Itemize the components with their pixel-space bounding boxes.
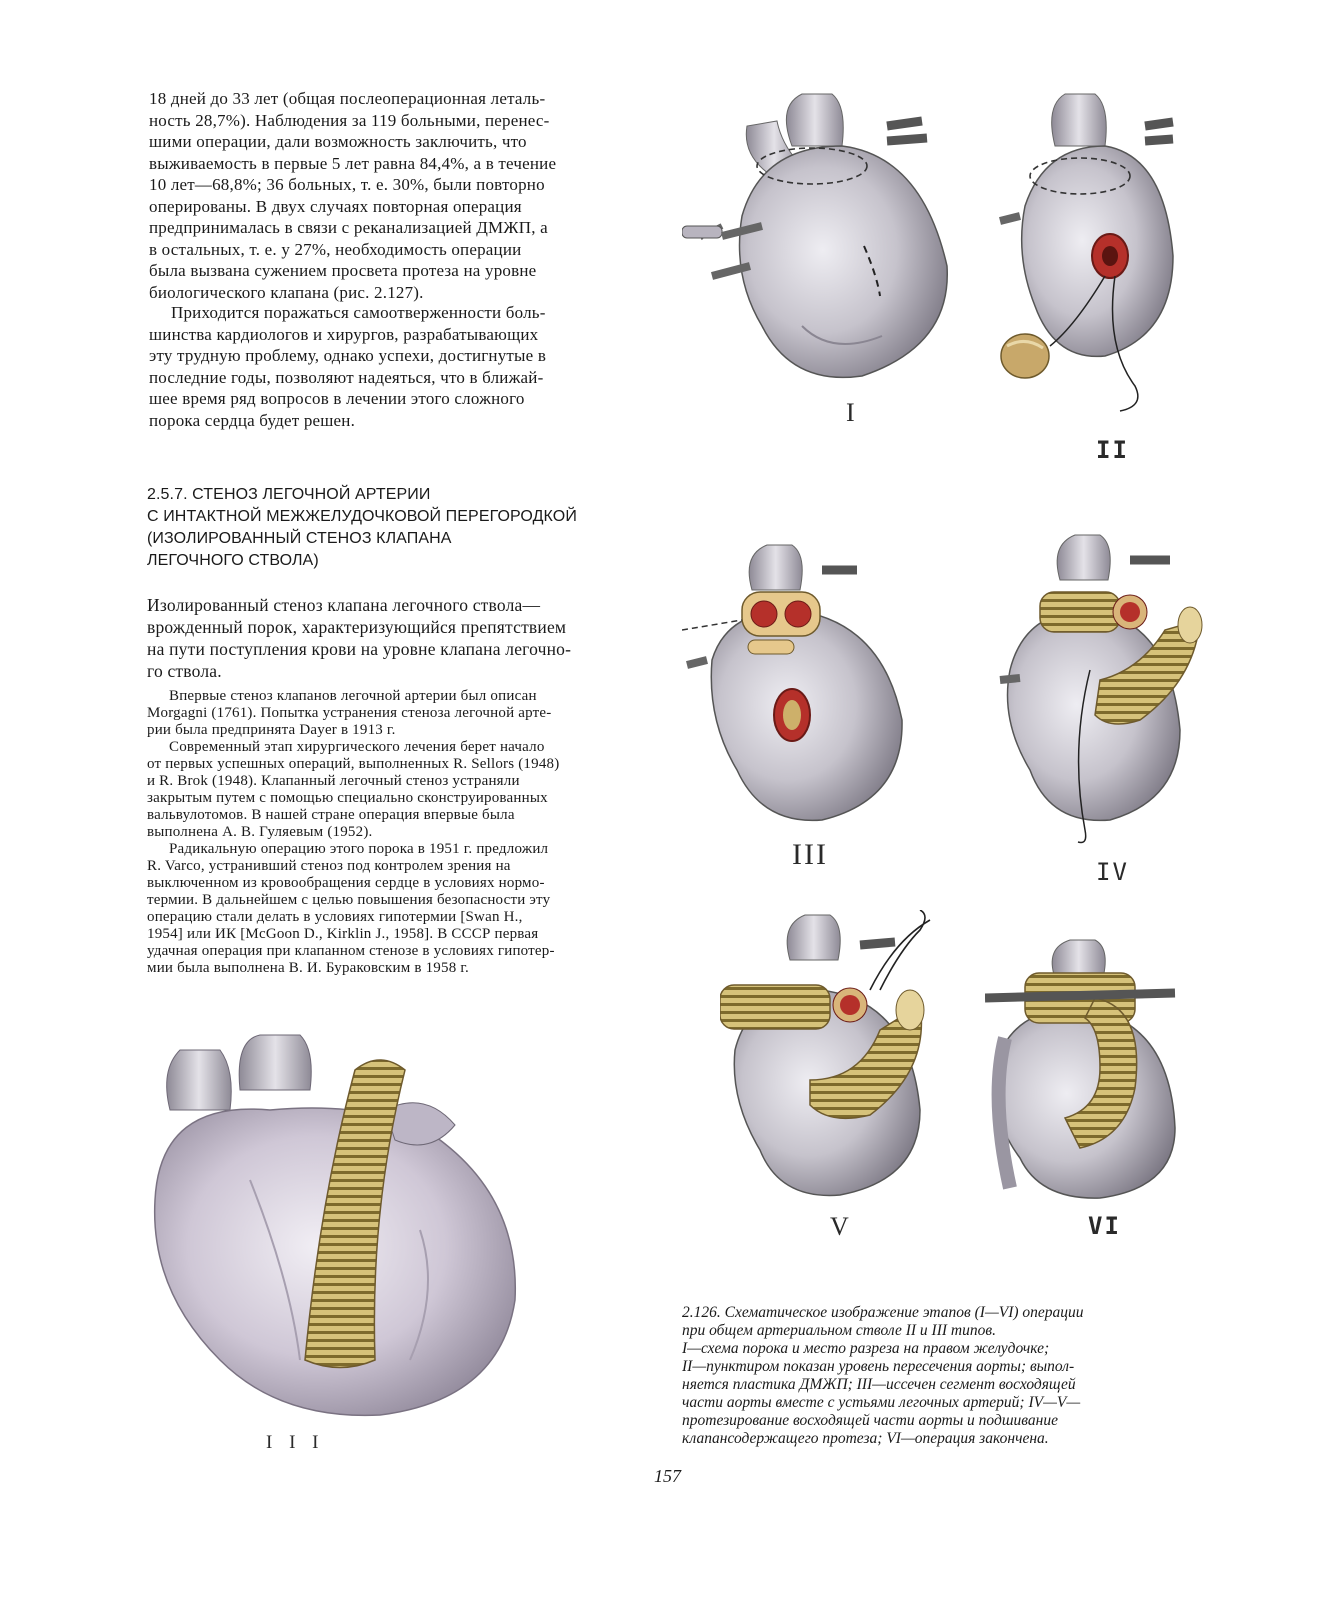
heading-line: С ИНТАКТНОЙ МЕЖЖЕЛУДОЧКОВОЙ ПЕРЕГОРОДКОЙ bbox=[147, 508, 577, 525]
text-line: удачная операция при клапанном стенозе в условиях гипотер- bbox=[147, 943, 555, 959]
section-heading bbox=[147, 484, 667, 572]
text-line: выживаемость в первые 5 лет равна 84,4%, а в течение bbox=[149, 153, 557, 173]
heart-diagram-stage-3 bbox=[682, 540, 914, 830]
history-paragraph-3 bbox=[147, 841, 652, 977]
text-line: и R. Brok (1948). Клапанный легочный стеноз устраняли bbox=[147, 773, 520, 789]
figure-label-2: II bbox=[1096, 436, 1129, 464]
figure-label-3: III bbox=[792, 838, 828, 871]
text-line: закрытым путем с помощью специально сконструированных bbox=[147, 790, 548, 806]
text-line: 1954] или ИК [McGoon D., Kirklin J., 1958]. В СССР первая bbox=[147, 926, 539, 942]
text-line: биологического клапана (рис. 2.127). bbox=[149, 282, 424, 302]
text-line: предпринималась в связи с реканализацией ДМЖП, а bbox=[149, 218, 548, 237]
caption-line: I—схема порока и место разреза на правом желудочке; bbox=[682, 1340, 1050, 1357]
page-number: 157 bbox=[654, 1466, 681, 1486]
text-line: Впервые стеноз клапанов легочной артерии был описан bbox=[169, 688, 537, 704]
heart-diagram-stage-4 bbox=[990, 530, 1210, 846]
figure-label-6: VI bbox=[1088, 1212, 1121, 1240]
text-line: выключенном из кровообращения сердце в условиях нормо- bbox=[147, 875, 545, 891]
text-line: го ствола. bbox=[147, 661, 222, 681]
large-heart-illustration bbox=[140, 1030, 530, 1420]
caption-line: протезирование восходящей части аорты и подшивание bbox=[682, 1412, 1058, 1429]
lead-paragraph bbox=[147, 594, 652, 682]
text-line: на пути поступления крови на уровне клапана легочно- bbox=[147, 639, 572, 659]
caption-line: II—пунктиром показан уровень пересечения аорты; выпол- bbox=[682, 1358, 1075, 1375]
text-line: ность 28,7%). Наблюдения за 119 больными, перенес- bbox=[149, 110, 550, 130]
history-paragraph-2 bbox=[147, 739, 652, 841]
text-line: выполнена А. В. Гуляевым (1952). bbox=[147, 824, 373, 840]
heading-line: ЛЕГОЧНОГО СТВОЛА) bbox=[147, 552, 319, 569]
figure-label-4: IV bbox=[1096, 858, 1129, 886]
caption-line: клапансодержащего протеза; VI—операция закончена. bbox=[682, 1430, 1049, 1447]
text-line: в остальных, т. е. у 27%, необходимость операции bbox=[149, 239, 522, 259]
text-line: рии была предпринята Dayer в 1913 г. bbox=[147, 722, 396, 738]
text-line: Приходится поражаться самоотверженности боль- bbox=[171, 303, 546, 322]
text-line: врожденный порок, характеризующийся препятствием bbox=[147, 617, 567, 637]
text-line: вальвулотомов. В нашей стране операция впервые была bbox=[147, 807, 515, 823]
text-line: термии. В дальнейшем с целью повышения безопасности эту bbox=[147, 892, 551, 908]
text-line: мии была выполнена В. И. Бураковским в 1958 г. bbox=[147, 960, 469, 976]
heart-diagram-stage-5 bbox=[720, 910, 960, 1200]
text-line: R. Varco, устранивший стеноз под контролем зрения на bbox=[147, 858, 511, 874]
text-line: Изолированный стеноз клапана легочного ствола— bbox=[147, 595, 541, 615]
text-line: была вызвана сужением просвета протеза на уровне bbox=[149, 261, 537, 280]
text-line: последние годы, позволяют надеяться, что в ближай- bbox=[149, 367, 544, 387]
caption-line: няется пластика ДМЖП; III—иссечен сегмент восходящей bbox=[682, 1376, 1076, 1393]
text-line: 18 дней до 33 лет (общая послеоперационная леталь- bbox=[149, 89, 546, 108]
text-line: эту трудную проблему, однако успехи, достигнутые в bbox=[149, 346, 547, 365]
text-line: от первых успешных операций, выполненных R. Sellors (1948) bbox=[147, 756, 560, 772]
text-line: порока сердца будет решен. bbox=[149, 410, 356, 430]
caption-line: 2.126. Схематическое изображение этапов (I—VI) операции bbox=[682, 1304, 1084, 1321]
intro-paragraph bbox=[149, 88, 652, 303]
text-line: оперированы. В двух случаях повторная операция bbox=[149, 196, 522, 216]
figure-caption bbox=[682, 1304, 1186, 1448]
figure-label-1: I bbox=[846, 398, 857, 427]
text-line: 10 лет—68,8%; 36 больных, т. е. 30%, были повторно bbox=[149, 175, 545, 194]
history-paragraph-1 bbox=[147, 688, 652, 739]
caption-line: при общем артериальном стволе II и III типов. bbox=[682, 1322, 996, 1339]
text-line: Современный этап хирургического лечения берет начало bbox=[169, 739, 545, 755]
text-line: операцию стали делать в условиях гипотермии [Swan H., bbox=[147, 909, 523, 925]
text-line: шими операции, дали возможность заключить, что bbox=[149, 132, 527, 151]
text-line: Morgagni (1761). Попытка устранения стеноза легочной арте- bbox=[147, 705, 552, 721]
text-line: шее время ряд вопросов в лечении этого сложного bbox=[149, 389, 525, 408]
heart-diagram-stage-1 bbox=[682, 86, 972, 398]
text-line: шинства кардиологов и хирургов, разрабатывающих bbox=[149, 324, 539, 344]
heart-diagram-stage-6 bbox=[985, 938, 1185, 1200]
heading-line: (ИЗОЛИРОВАННЫЙ СТЕНОЗ КЛАПАНА bbox=[147, 530, 452, 547]
heart-diagram-stage-2 bbox=[995, 86, 1175, 426]
caption-line: части аорты вместе с устьями легочных артерий; IV—V— bbox=[682, 1394, 1081, 1411]
text-line: Радикальную операцию этого порока в 1951 г. предложил bbox=[169, 841, 549, 857]
heading-line: 2.5.7. СТЕНОЗ ЛЕГОЧНОЙ АРТЕРИИ bbox=[147, 486, 431, 503]
figure-label-large: I I I bbox=[266, 1432, 325, 1453]
conclusion-paragraph bbox=[149, 302, 652, 431]
figure-label-5: V bbox=[830, 1212, 851, 1241]
